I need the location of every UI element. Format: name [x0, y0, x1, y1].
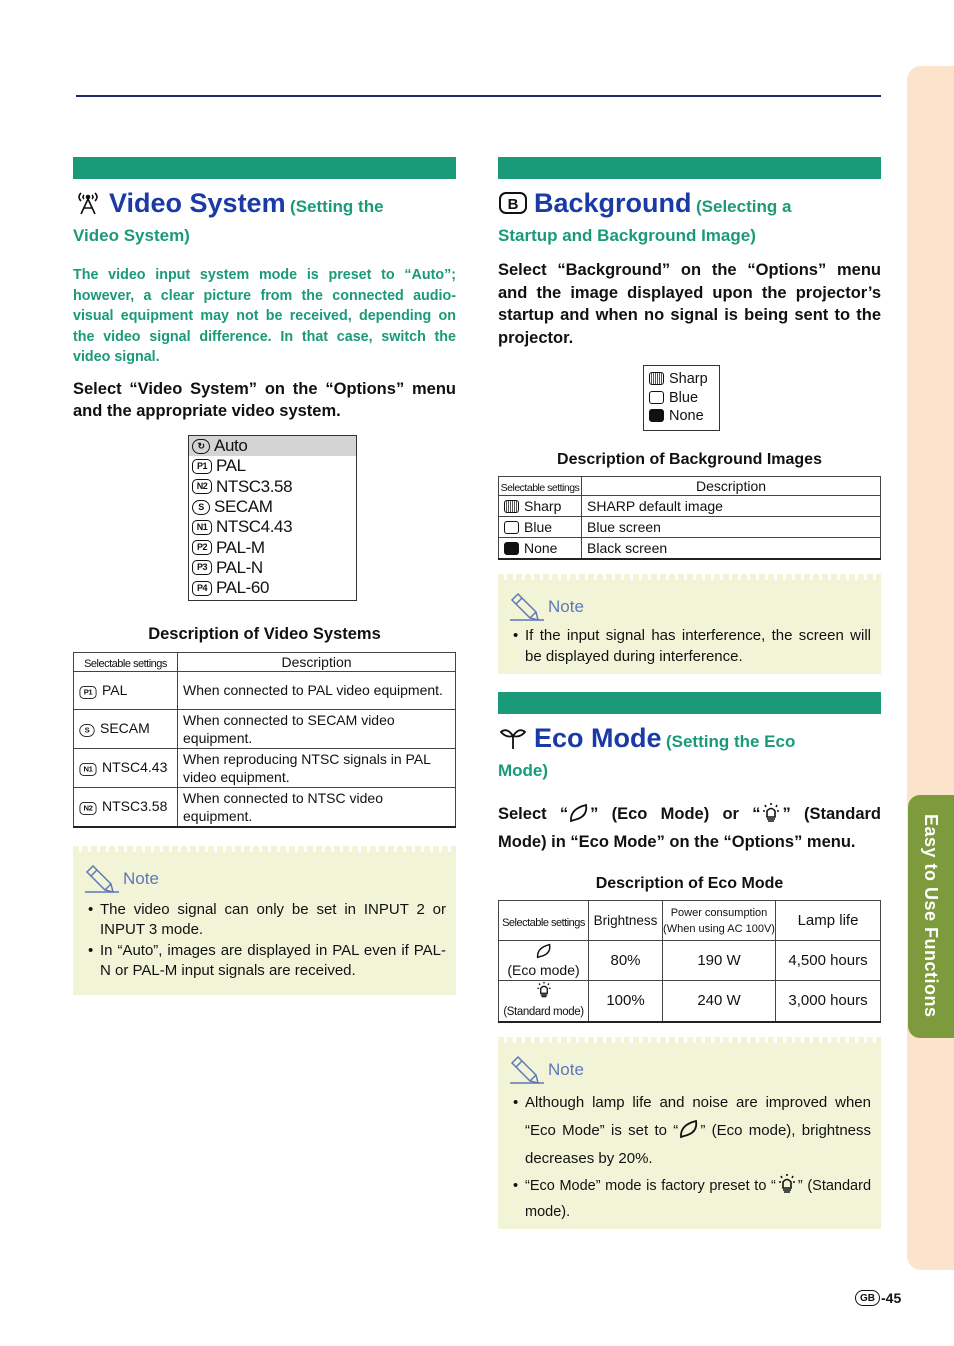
- note-item: • If the input signal has interference, the screen will be displayed during interference.: [522, 626, 871, 667]
- video-system-menu-item[interactable]: [189, 558, 356, 578]
- right-column: [498, 157, 881, 1229]
- video-system-note: [73, 850, 456, 995]
- eco-mode-title: Eco Mode: [534, 723, 662, 753]
- video-system-badge-icon: P4: [192, 581, 212, 596]
- video-system-menu: [188, 435, 357, 601]
- background-title: Background: [534, 188, 692, 218]
- table-row: (Standard mode) 100% 240 W 3,000 hours: [499, 981, 881, 1022]
- eco-mode-table: [498, 900, 881, 1023]
- video-system-badge-icon: N1: [80, 764, 97, 777]
- background-table: [498, 476, 881, 560]
- video-system-menu-item[interactable]: [189, 436, 356, 456]
- video-system-menu-label: PAL-60: [216, 578, 270, 598]
- video-system-description: When connected to PAL video equipment.: [178, 671, 456, 709]
- standard-lamp-icon: [535, 981, 553, 999]
- black-screen-icon: [504, 542, 519, 555]
- pencil-icon: [83, 864, 121, 894]
- svg-text:B: B: [507, 196, 519, 213]
- background-instruction: Select “Background” on the “Options” menu and the image displayed upon the projector’s startup and when no signal is being sent to the projector.: [498, 261, 881, 347]
- background-menu-item-sharp: Sharp: [649, 370, 714, 389]
- table-row: [74, 787, 456, 827]
- video-system-badge-icon: P3: [192, 560, 212, 575]
- video-system-badge-icon: S: [79, 725, 94, 738]
- eco-mode-icon: [498, 726, 528, 760]
- eco-mode-instruction: Select “ ” (Eco Mode) or “ ” (Standard Mode) in “Eco Mode” on the “Options” menu.: [498, 800, 881, 856]
- standard-lamp-icon: [776, 1173, 798, 1195]
- video-system-menu-label: PAL-N: [216, 557, 263, 577]
- background-icon: [498, 191, 528, 225]
- video-system-setting-label: PAL: [102, 681, 128, 698]
- note-item: • The video signal can only be set in INPUT 2 or INPUT 3 mode.: [97, 900, 446, 941]
- video-system-title: Video System: [109, 188, 286, 218]
- video-system-table: [73, 652, 456, 828]
- antenna-icon: [73, 191, 103, 225]
- table-header-lamp-life: Lamp life: [776, 901, 881, 941]
- side-tab-label: Easy to Use Functions: [921, 814, 941, 1018]
- page-number: GB -45: [855, 1290, 901, 1306]
- table-header-power: Power consumption (When using AC 100V): [663, 901, 776, 941]
- table-row: [74, 709, 456, 748]
- table-header-settings: Selectable settings: [499, 901, 589, 941]
- eco-leaf-icon: [568, 803, 590, 823]
- sharp-image-icon: [649, 372, 664, 385]
- table-header-description: Description: [178, 652, 456, 671]
- video-system-heading: [73, 189, 456, 249]
- background-menu-item-none: None: [649, 407, 714, 426]
- background-subtitle-b: Startup and Background Image): [498, 226, 756, 245]
- section-bar-video-system: [73, 157, 456, 179]
- note-item: • “Eco Mode” mode is factory preset to “ ” (Standard mode).: [522, 1173, 871, 1225]
- sharp-image-icon: [504, 500, 519, 513]
- table-header-brightness: Brightness: [589, 901, 663, 941]
- background-subtitle-a: (Selecting a: [695, 197, 792, 216]
- video-system-menu-item[interactable]: [189, 537, 356, 557]
- video-system-menu-item[interactable]: [189, 497, 356, 517]
- table-row: [74, 671, 456, 709]
- eco-mode-heading: [498, 724, 881, 784]
- background-table-caption: Description of Background Images: [557, 451, 822, 468]
- video-system-badge-icon: S: [192, 500, 210, 515]
- note-heading: Note: [508, 1055, 871, 1085]
- table-row: None Black screen: [499, 538, 881, 560]
- eco-mode-subtitle-b: Mode): [498, 761, 549, 780]
- video-system-setting-label: NTSC4.43: [102, 759, 168, 776]
- video-system-description: When reproducing NTSC signals in PAL video equipment.: [178, 748, 456, 787]
- video-system-setting-label: SECAM: [100, 720, 150, 737]
- video-system-badge-icon: P2: [192, 540, 212, 555]
- background-menu-item-blue: Blue: [649, 389, 714, 408]
- background-menu: [643, 365, 720, 431]
- video-system-badge-icon: N2: [80, 803, 97, 816]
- gb-badge: GB: [855, 1290, 880, 1306]
- table-row: [74, 748, 456, 787]
- video-system-menu-label: PAL: [216, 456, 246, 476]
- table-row: Sharp SHARP default image: [499, 496, 881, 517]
- blue-screen-icon: [504, 521, 519, 534]
- video-system-menu-label: PAL-M: [216, 537, 265, 557]
- side-tab-background: [907, 66, 954, 1270]
- section-bar-background: [498, 157, 881, 179]
- blue-screen-icon: [649, 391, 664, 404]
- table-row: (Eco mode) 80% 190 W 4,500 hours: [499, 941, 881, 981]
- video-system-menu-label: SECAM: [214, 497, 273, 516]
- header-rule: [76, 95, 881, 97]
- video-system-badge-icon: P1: [80, 686, 97, 699]
- video-system-menu-item[interactable]: [189, 456, 356, 476]
- pencil-icon: [508, 1055, 546, 1085]
- background-heading: [498, 189, 881, 249]
- video-system-setting-label: NTSC3.58: [102, 798, 168, 815]
- section-bar-eco-mode: [498, 692, 881, 714]
- left-column: [73, 157, 456, 995]
- pencil-icon: [508, 592, 546, 622]
- note-heading: Note: [83, 864, 446, 894]
- video-system-menu-item[interactable]: [189, 477, 356, 497]
- eco-mode-table-caption: Description of Eco Mode: [595, 875, 784, 892]
- eco-mode-note: [498, 1041, 881, 1229]
- video-system-instruction: Select “Video System” on the “Options” menu and the appropriate video system.: [73, 379, 456, 421]
- video-system-badge-icon: P1: [192, 459, 212, 474]
- standard-lamp-icon: [760, 802, 782, 824]
- video-system-badge-icon: N2: [192, 479, 212, 494]
- eco-mode-subtitle-a: (Setting the Eco: [665, 732, 796, 751]
- video-system-subtitle-a: (Setting the: [290, 197, 384, 216]
- video-system-subtitle-b: Video System): [73, 226, 190, 245]
- video-system-badge-icon: ↻: [192, 439, 210, 454]
- eco-leaf-icon: [535, 943, 553, 959]
- note-heading: Note: [508, 592, 871, 622]
- video-system-table-caption: Description of Video Systems: [148, 624, 381, 643]
- table-header-description: Description: [582, 477, 881, 496]
- black-screen-icon: [649, 409, 664, 422]
- video-system-description: When connected to SECAM video equipment.: [178, 709, 456, 748]
- video-system-menu-item[interactable]: [189, 578, 356, 598]
- table-header-settings: Selectable settings: [74, 652, 178, 671]
- video-system-description: When connected to NTSC video equipment.: [178, 787, 456, 827]
- video-system-intro: The video input system mode is preset to “Auto”; however, a clear picture from the connected audio-visual equipment may not be received, depending on the video signal difference. In that case, switch the video signal.: [73, 267, 456, 366]
- video-system-menu-label: NTSC3.58: [216, 476, 293, 496]
- video-system-menu-label: Auto: [214, 436, 248, 456]
- note-item: • In “Auto”, images are displayed in PAL even if PAL-N or PAL-M input signals are received.: [97, 941, 446, 982]
- background-note: [498, 578, 881, 674]
- table-header-settings: Selectable settings: [499, 477, 582, 496]
- eco-leaf-icon: [678, 1119, 700, 1139]
- video-system-badge-icon: N1: [192, 520, 212, 535]
- table-row: Blue Blue screen: [499, 517, 881, 538]
- video-system-menu-label: NTSC4.43: [216, 517, 293, 537]
- video-system-menu-item[interactable]: [189, 517, 356, 537]
- note-item: • Although lamp life and noise are improved when “Eco Mode” is set to “ ” (Eco mode), brightness decreases by 20%.: [522, 1089, 871, 1173]
